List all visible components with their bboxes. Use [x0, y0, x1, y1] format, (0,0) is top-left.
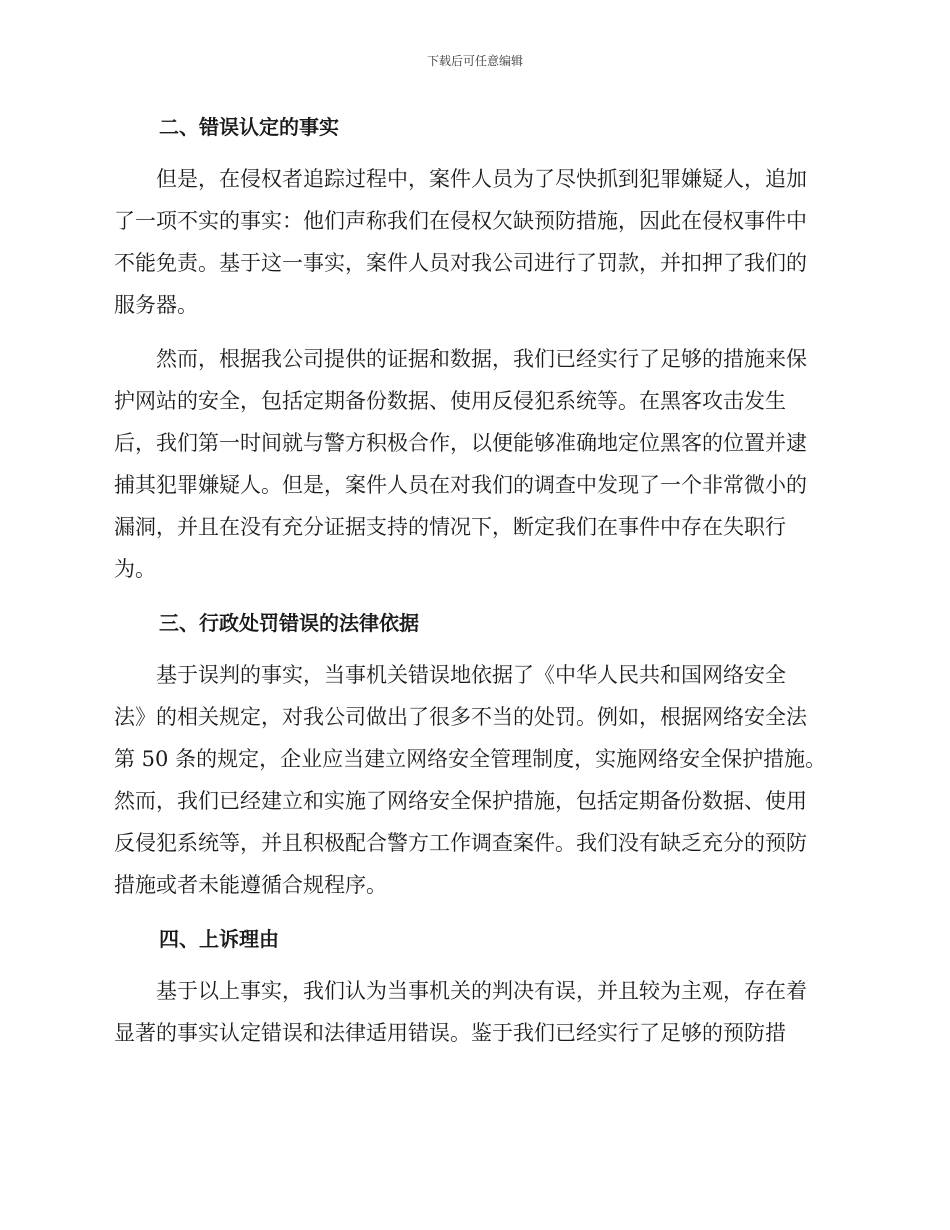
- text-line: 后，我们第一时间就与警方积极合作，以便能够准确地定位黑客的位置并逮: [114, 431, 807, 455]
- section-heading-appeal-reasons: 四、上诉理由: [159, 927, 279, 951]
- text-line: 了一项不实的事实：他们声称我们在侵权欠缺预防措施，因此在侵权事件中: [114, 209, 807, 233]
- text-line: 第 50 条的规定，企业应当建立网络安全管理制度，实施网络安全保护措施。: [114, 747, 827, 771]
- text-line: 反侵犯系统等，并且积极配合警方工作调查案件。我们没有缺乏充分的预防: [114, 831, 807, 855]
- text-line: 然而，我们已经建立和实施了网络安全保护措施，包括定期备份数据、使用: [114, 789, 807, 813]
- text-line: 显著的事实认定错误和法律适用错误。鉴于我们已经实行了足够的预防措: [114, 1021, 786, 1045]
- paragraph: [114, 654, 832, 906]
- page-header-note: 下载后可任意编辑: [426, 54, 523, 68]
- section-heading-legal-basis: 三、行政处罚错误的法律依据: [159, 611, 419, 635]
- text-line: 为。: [114, 557, 156, 581]
- text-line: 基于以上事实，我们认为当事机关的判决有误，并且较为主观，存在着: [156, 979, 807, 1003]
- text-line: 服务器。: [114, 293, 198, 317]
- document-body: [114, 106, 832, 1054]
- paragraph: [114, 970, 832, 1054]
- text-line: 措施或者未能遵循合规程序。: [114, 873, 387, 897]
- text-line: 法》的相关规定，对我公司做出了很多不当的处罚。例如，根据网络安全法: [114, 705, 807, 729]
- text-line: 但是，在侵权者追踪过程中，案件人员为了尽快抓到犯罪嫌疑人，追加: [156, 167, 807, 191]
- text-line: 护网站的安全，包括定期备份数据、使用反侵犯系统等。在黑客攻击发生: [114, 389, 786, 413]
- text-line: 捕其犯罪嫌疑人。但是，案件人员在对我们的调查中发现了一个非常微小的: [114, 473, 807, 497]
- paragraph: [114, 338, 832, 590]
- section-heading-facts: 二、错误认定的事实: [159, 115, 339, 139]
- text-line: 基于误判的事实，当事机关错误地依据了《中华人民共和国网络安全: [156, 663, 786, 687]
- text-line: 不能免责。基于这一事实，案件人员对我公司进行了罚款，并扣押了我们的: [114, 251, 807, 275]
- text-line: 然而，根据我公司提供的证据和数据，我们已经实行了足够的措施来保: [156, 347, 807, 371]
- paragraph: [114, 158, 832, 326]
- text-line: 漏洞，并且在没有充分证据支持的情况下，断定我们在事件中存在失职行: [114, 515, 786, 539]
